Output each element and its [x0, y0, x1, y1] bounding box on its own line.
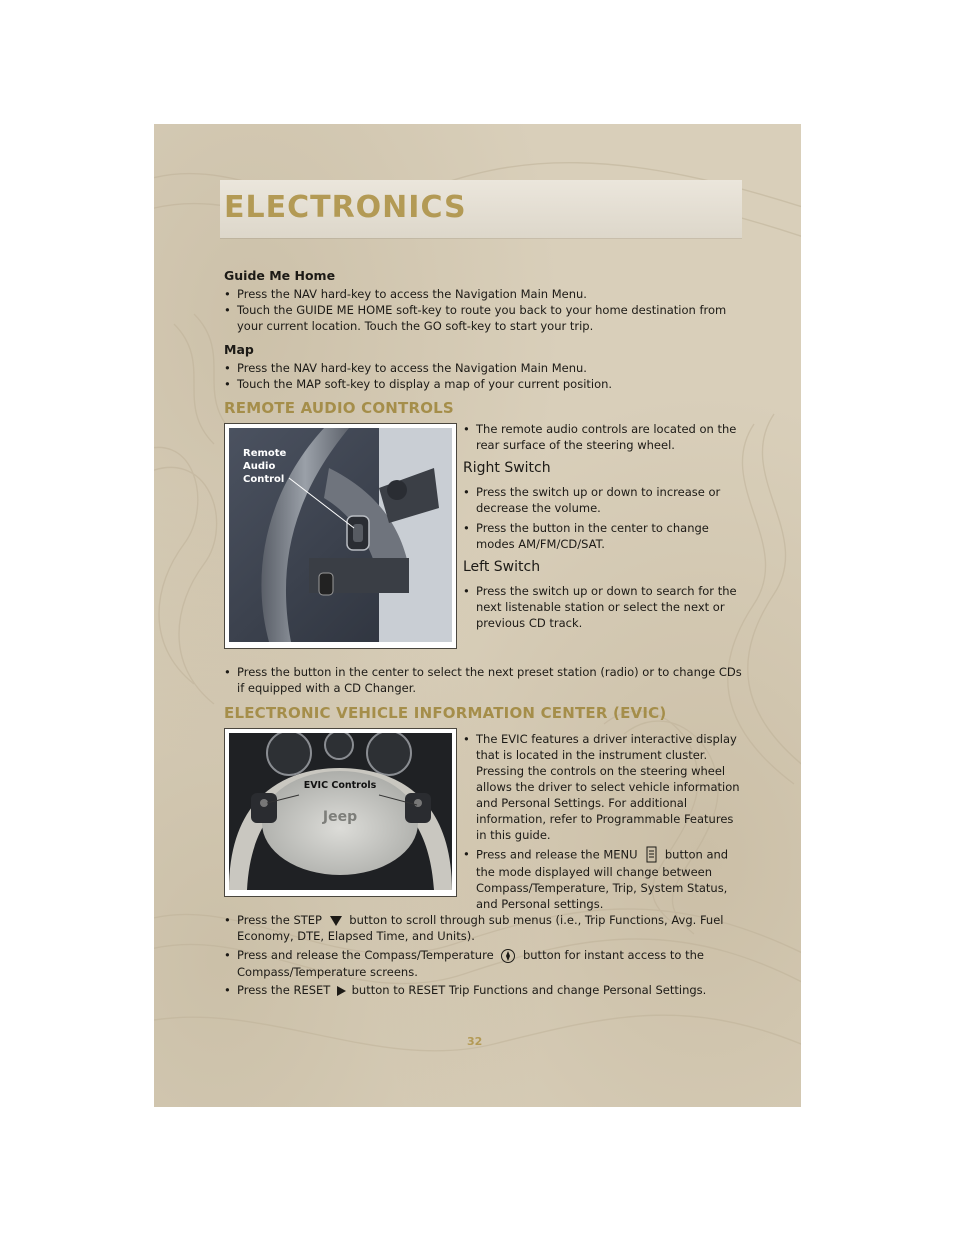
- remote-audio-label-line-3: Control: [243, 474, 285, 485]
- remote-audio-intro: • The remote audio controls are located on the rear surface of the steering wheel.: [463, 421, 744, 453]
- evic-step-text-after: button to scroll through sub menus (i.e., Trip Functions, Avg. Fuel Economy, DTE, Elapsed Time, and Units).: [237, 913, 724, 943]
- evic-menu-text-after: button and the mode displayed will change between Compass/Temperature, Trip, System Status, and Personal settings.: [476, 847, 729, 911]
- evic-steering-wheel-image: [229, 733, 452, 890]
- map-bullet-1: • Press the NAV hard-key to access the Navigation Main Menu.: [224, 360, 737, 376]
- page-number: 32: [467, 1035, 483, 1048]
- map-bullet-2: • Touch the MAP soft-key to display a map of your current position.: [224, 376, 737, 392]
- remote-audio-label-line-2: Audio: [243, 461, 276, 472]
- evic-heading: ELECTRONIC VEHICLE INFORMATION CENTER (EVIC): [224, 704, 667, 722]
- page-title: ELECTRONICS: [224, 190, 467, 225]
- evic-features-bullet: • The EVIC features a driver interactive display that is located in the instrument cluster. Pressing the controls on the steering wheel allows the driver to select vehicle information and Personal Settings. For additional information, refer to Programmable Features in this guide.: [463, 731, 744, 843]
- right-switch-heading: Right Switch: [463, 460, 551, 476]
- compass-temperature-icon: [497, 948, 519, 964]
- guide-me-home-bullet-2: • Touch the GUIDE ME HOME soft-key to route you back to your home destination from your current location. Touch the GO soft-key to start your trip.: [224, 302, 737, 334]
- evic-compass-text-before: Press and release the Compass/Temperature: [237, 948, 494, 962]
- right-switch-bullet-1: • Press the switch up or down to increase or decrease the volume.: [463, 484, 744, 516]
- evic-step-text-before: Press the STEP: [237, 913, 322, 927]
- right-switch-bullet-2: • Press the button in the center to change modes AM/FM/CD/SAT.: [463, 520, 744, 552]
- evic-compass-text-after: button for instant access to the Compass/Temperature screens.: [237, 948, 704, 979]
- evic-figure: [224, 728, 457, 897]
- evic-menu-text-before: Press and release the MENU: [476, 847, 638, 862]
- map-heading: Map: [224, 342, 254, 357]
- guide-me-home-bullet-1: • Press the NAV hard-key to access the Navigation Main Menu.: [224, 286, 737, 302]
- guide-me-home-heading: Guide Me Home: [224, 268, 336, 283]
- step-down-arrow-icon: [326, 914, 346, 928]
- remote-audio-heading: REMOTE AUDIO CONTROLS: [224, 399, 454, 417]
- reset-right-arrow-icon: [334, 984, 348, 998]
- jeep-logo: Jeep: [322, 809, 358, 825]
- evic-step-bullet: [224, 912, 742, 944]
- evic-compass-bullet: [224, 947, 742, 980]
- evic-reset-bullet: [224, 982, 742, 998]
- remote-audio-figure: [224, 423, 457, 649]
- left-switch-bullet-1: • Press the switch up or down to search for the next listenable station or select the next or previous CD track.: [463, 583, 744, 631]
- steering-wheel-rear-image: [229, 428, 452, 642]
- menu-icon: [641, 846, 661, 864]
- evic-menu-bullet: [463, 846, 744, 912]
- evic-reset-text-before: Press the RESET: [237, 983, 331, 997]
- evic-reset-text-after: button to RESET Trip Functions and change Personal Settings.: [351, 983, 707, 997]
- evic-controls-label: EVIC Controls: [303, 780, 377, 791]
- remote-audio-preset-bullet: • Press the button in the center to select the next preset station (radio) or to change CDs if equipped with a CD Changer.: [224, 664, 742, 696]
- remote-audio-label-line-1: Remote: [243, 448, 287, 459]
- left-switch-heading: Left Switch: [463, 559, 541, 575]
